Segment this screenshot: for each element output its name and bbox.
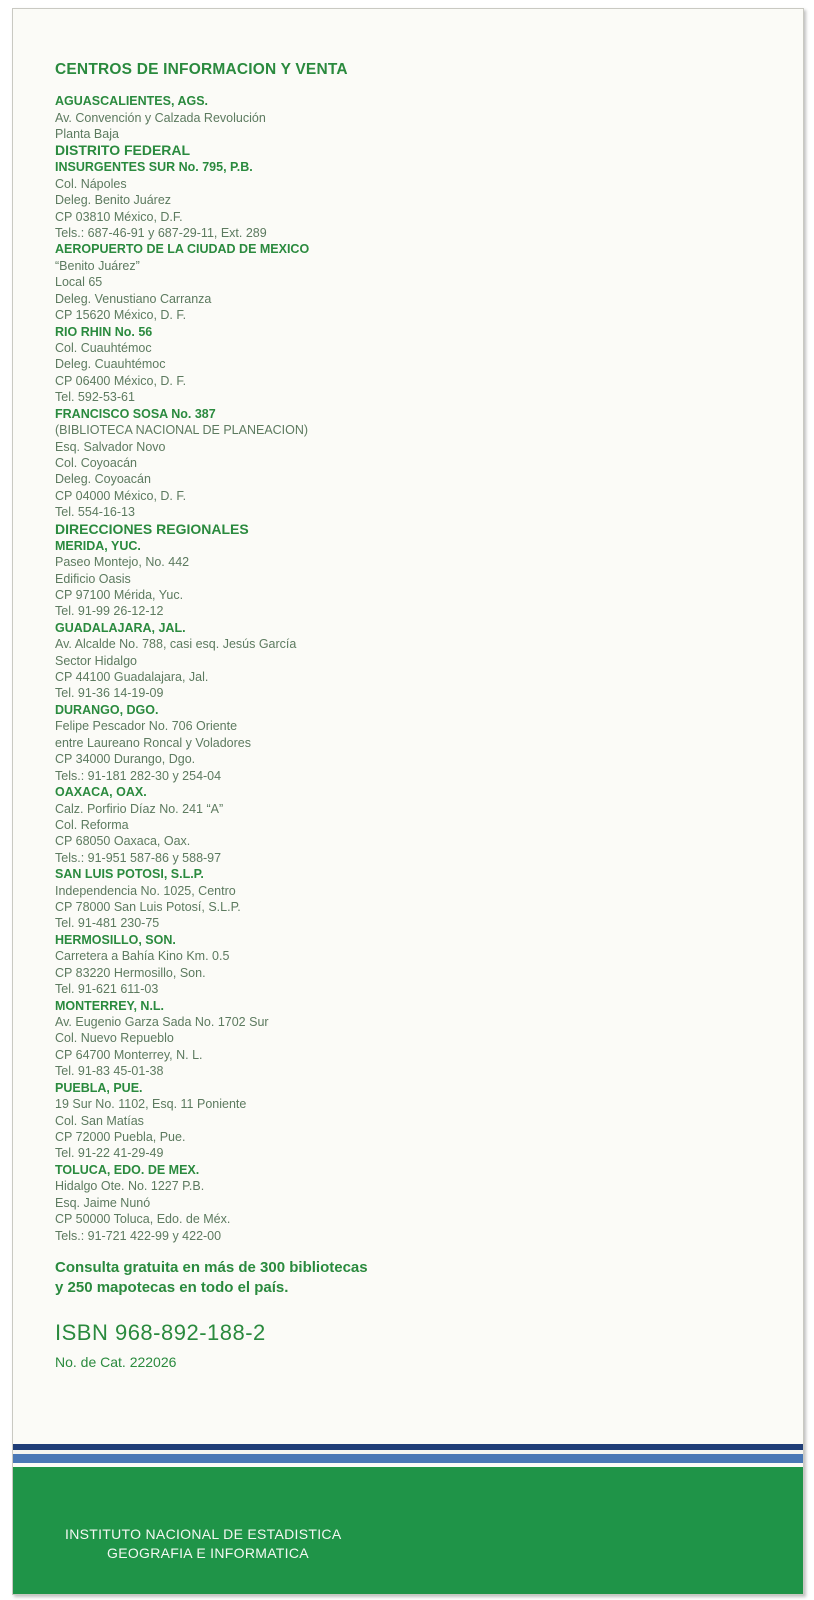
office-entry [55, 324, 755, 406]
office-heading: GUADALAJARA, JAL. [55, 620, 186, 635]
consulta-line-2: y 250 mapotecas en todo el país. [55, 1278, 289, 1296]
office-entry [55, 784, 755, 866]
address-line: Tel. 91-22 41-29-49 [55, 1146, 164, 1161]
office-entry [55, 866, 755, 932]
address-line: Paseo Montejo, No. 442 [55, 555, 190, 570]
address-line: entre Laureano Roncal y Voladores [55, 735, 251, 750]
address-line: CP 15620 México, D. F. [55, 308, 187, 323]
office-heading: HERMOSILLO, SON. [55, 932, 176, 947]
address-line: Tels.: 687-46-91 y 687-29-11, Ext. 289 [55, 226, 267, 241]
address-line: Felipe Pescador No. 706 Oriente [55, 719, 238, 734]
section [55, 93, 755, 142]
office-heading: FRANCISCO SOSA No. 387 [55, 406, 216, 421]
office-entry [55, 1080, 755, 1162]
office-entry [55, 93, 755, 142]
address-line: CP 64700 Monterrey, N. L. [55, 1047, 203, 1062]
address-line: Col. Cuauhtémoc [55, 341, 152, 356]
address-line: CP 78000 San Luis Potosí, S.L.P. [55, 900, 241, 915]
address-line: Esq. Jaime Nunó [55, 1195, 151, 1210]
office-heading: DURANGO, DGO. [55, 702, 159, 717]
address-line: Col. Nuevo Repueblo [55, 1031, 174, 1046]
address-line: CP 34000 Durango, Dgo. [55, 752, 196, 767]
office-entry [55, 620, 755, 702]
address-line: Tel. 592-53-61 [55, 390, 135, 405]
address-line: Deleg. Cuauhtémoc [55, 357, 166, 372]
address-line: CP 04000 México, D. F. [55, 488, 187, 503]
institute-line-2: GEOGRAFIA E INFORMATICA [107, 1545, 309, 1561]
sections-list [55, 93, 755, 1244]
address-line: Esq. Salvador Novo [55, 439, 166, 454]
address-line: Av. Eugenio Garza Sada No. 1702 Sur [55, 1015, 269, 1030]
office-heading: MONTERREY, N.L. [55, 998, 165, 1013]
page-title: CENTROS DE INFORMACION Y VENTA [55, 61, 348, 78]
address-line: Col. Reforma [55, 817, 129, 832]
address-line: Tels.: 91-951 587-86 y 588-97 [55, 850, 222, 865]
address-line: CP 83220 Hermosillo, Son. [55, 965, 206, 980]
address-line: Tel. 91-481 230-75 [55, 916, 160, 931]
office-heading: AEROPUERTO DE LA CIUDAD DE MEXICO [55, 242, 310, 257]
address-line: Deleg. Coyoacán [55, 472, 151, 487]
office-entry [55, 241, 755, 323]
office-entry [55, 998, 755, 1080]
address-line: CP 06400 México, D. F. [55, 373, 187, 388]
isbn-text: ISBN 968-892-188-2 [55, 1319, 266, 1345]
address-line: Tel. 554-16-13 [55, 505, 135, 520]
address-line: Col. Nápoles [55, 176, 127, 191]
address-line: CP 68050 Oaxaca, Oax. [55, 834, 191, 849]
address-line: Hidalgo Ote. No. 1227 P.B. [55, 1179, 205, 1194]
consulta-line-1: Consulta gratuita en más de 300 bibliotecas [55, 1258, 368, 1276]
address-line: CP 50000 Toluca, Edo. de Méx. [55, 1212, 231, 1227]
address-line: Tel. 91-621 611-03 [55, 982, 159, 997]
address-line: “Benito Juárez” [55, 258, 140, 273]
office-entry [55, 932, 755, 998]
section [55, 142, 755, 520]
office-heading: OAXACA, OAX. [55, 785, 147, 799]
section-title: DIRECCIONES REGIONALES [55, 520, 249, 537]
office-heading: PUEBLA, PUE. [55, 1080, 143, 1095]
address-line: CP 44100 Guadalajara, Jal. [55, 670, 209, 685]
office-entry [55, 538, 755, 620]
section-title: DISTRITO FEDERAL [55, 142, 191, 159]
address-line: Sector Hidalgo [55, 653, 137, 668]
address-line: Tel. 91-99 26-12-12 [55, 604, 164, 619]
office-heading: RIO RHIN No. 56 [55, 324, 153, 339]
address-line: Av. Alcalde No. 788, casi esq. Jesús García [55, 637, 297, 652]
address-line: Tels.: 91-721 422-99 y 422-00 [55, 1228, 222, 1243]
office-entry [55, 159, 755, 241]
office-heading: MERIDA, YUC. [55, 538, 141, 553]
address-line: Planta Baja [55, 126, 119, 141]
address-line: Local 65 [55, 275, 103, 290]
office-entry [55, 702, 755, 784]
consulta-note [55, 1258, 755, 1298]
office-heading: INSURGENTES SUR No. 795, P.B. [55, 160, 253, 175]
office-heading: TOLUCA, EDO. DE MEX. [55, 1162, 200, 1177]
address-line: (BIBLIOTECA NACIONAL DE PLANEACION) [55, 423, 309, 438]
info-content [55, 61, 755, 1370]
office-entry [55, 406, 755, 521]
office-heading: AGUASCALIENTES, AGS. [55, 94, 209, 108]
address-line: Deleg. Benito Juárez [55, 193, 172, 208]
address-line: Tel. 91-36 14-19-09 [55, 686, 164, 701]
address-line: Edificio Oasis [55, 571, 131, 586]
address-line: Deleg. Venustiano Carranza [55, 291, 212, 306]
catalog-number: No. de Cat. 222026 [55, 1353, 177, 1370]
address-line: 19 Sur No. 1102, Esq. 11 Poniente [55, 1097, 247, 1112]
blue-stripe [13, 1454, 803, 1463]
address-line: Carretera a Bahía Kino Km. 0.5 [55, 949, 230, 964]
publisher-band [13, 1467, 803, 1594]
back-cover [12, 8, 804, 1595]
address-line: CP 03810 México, D.F. [55, 209, 183, 224]
address-line: Tel. 91-83 45-01-38 [55, 1064, 164, 1079]
address-line: Tels.: 91-181 282-30 y 254-04 [55, 768, 222, 783]
address-line: CP 72000 Puebla, Pue. [55, 1130, 186, 1144]
section [55, 521, 755, 1244]
address-line: CP 97100 Mérida, Yuc. [55, 587, 184, 602]
address-line: Independencia No. 1025, Centro [55, 883, 236, 898]
office-heading: SAN LUIS POTOSI, S.L.P. [55, 867, 204, 882]
address-line: Calz. Porfirio Díaz No. 241 “A” [55, 801, 224, 816]
institute-line-1: INSTITUTO NACIONAL DE ESTADISTICA [65, 1526, 342, 1542]
institute-name [65, 1525, 341, 1563]
address-line: Col. Coyoacán [55, 456, 137, 470]
address-line: Av. Convención y Calzada Revolución [55, 110, 266, 125]
office-entry [55, 1162, 755, 1244]
address-line: Col. San Matías [55, 1113, 144, 1128]
